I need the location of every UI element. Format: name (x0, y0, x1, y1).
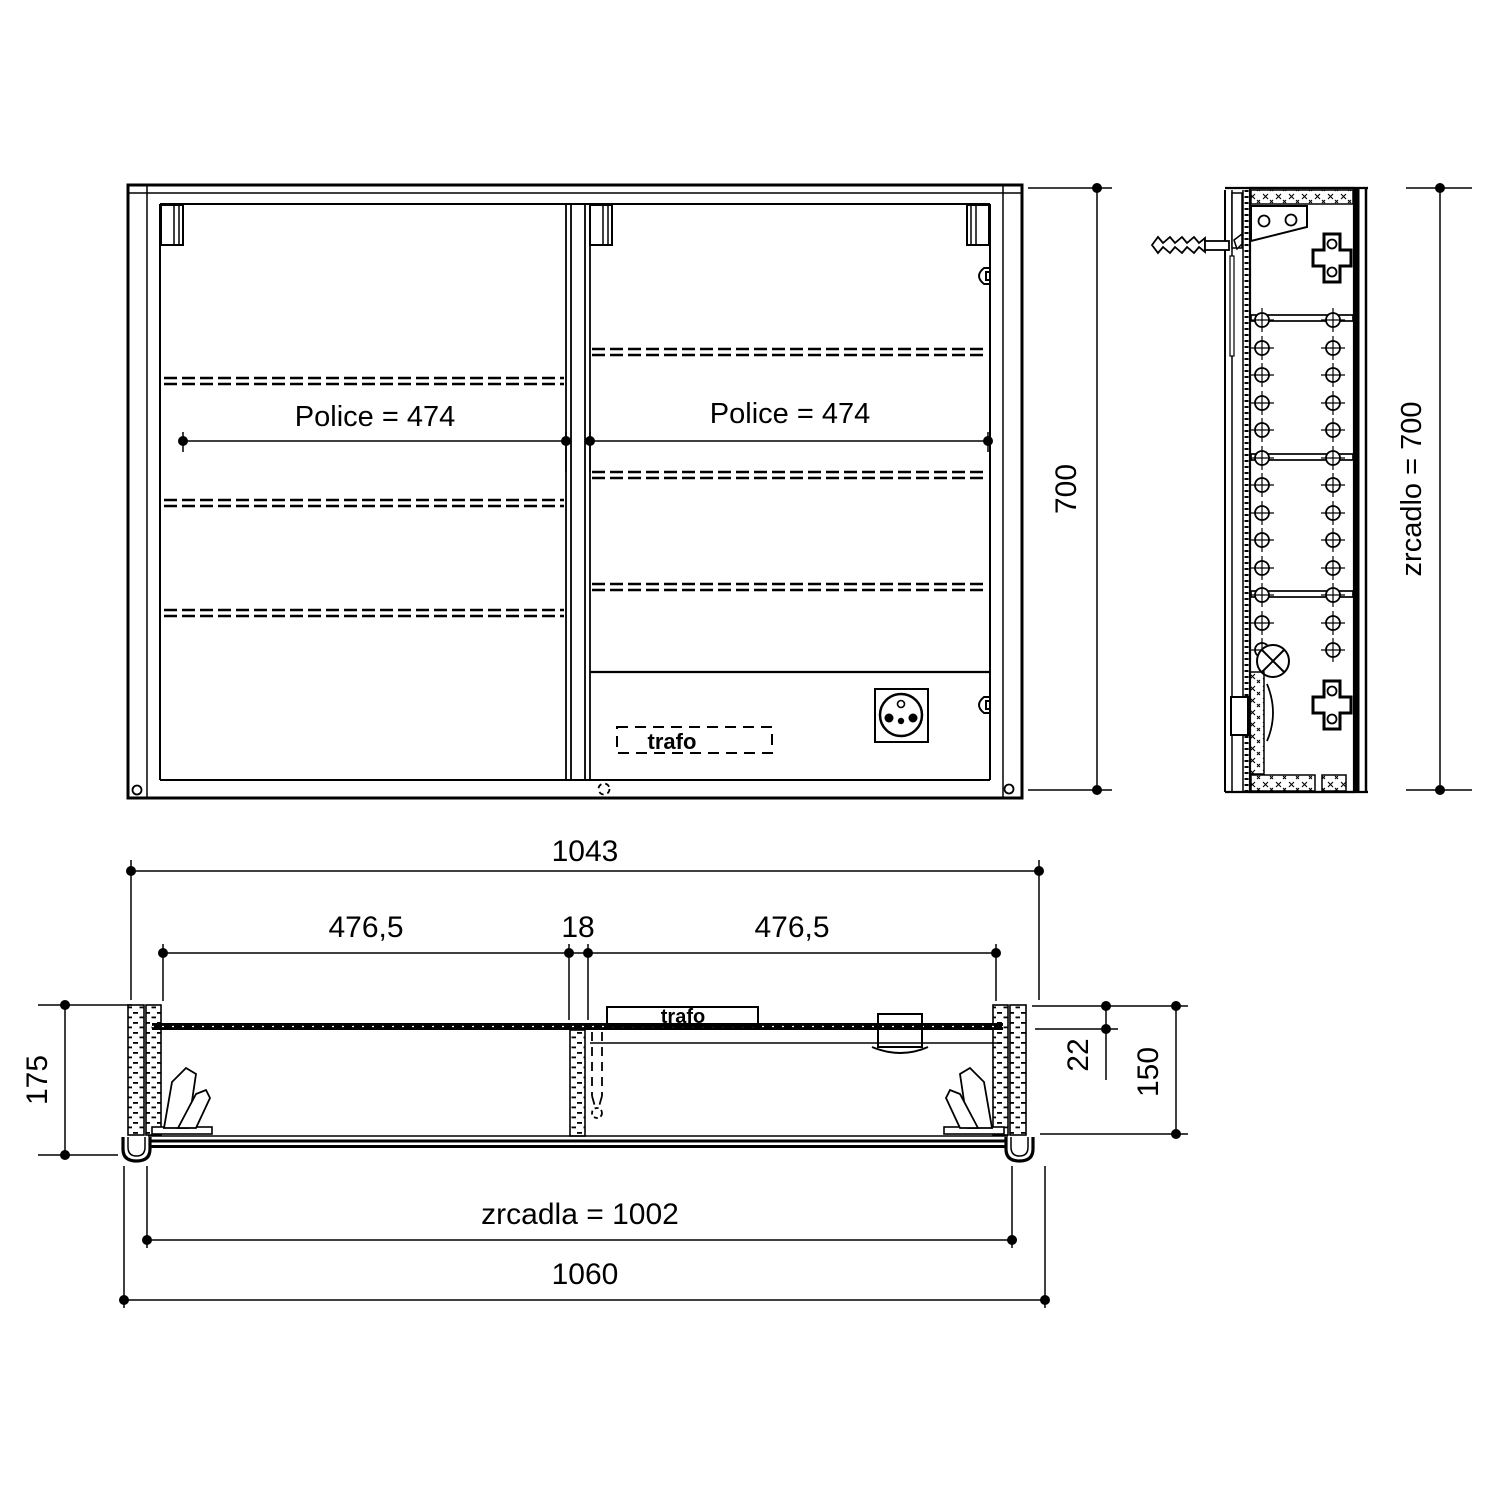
trafo-label-plan: trafo (660, 1006, 706, 1028)
depth-body-label: 150 (1132, 1046, 1165, 1098)
hanging-bracket (967, 205, 989, 245)
depth-total-label: 175 (21, 1054, 54, 1106)
hinge-cup-left (123, 1137, 150, 1161)
hanging-bracket (161, 205, 183, 245)
front-height-label: 700 (1050, 463, 1083, 515)
wall-plug-icon (1152, 237, 1229, 253)
dim-total-width (119, 1166, 1050, 1308)
socket-plan (872, 1014, 928, 1053)
trafo-label-front: trafo (647, 729, 697, 754)
power-socket (875, 689, 928, 742)
foam-strip-bottom (1251, 775, 1315, 791)
dim-door-widths (158, 911, 1001, 1020)
plan-view (21, 835, 1188, 1308)
total-width-label: 1060 (551, 1258, 619, 1291)
back-panel (152, 1023, 1003, 1030)
dim-side-height (1396, 183, 1472, 795)
door-left-width-label: 476,5 (328, 911, 404, 944)
hinge-cup-right (1006, 1137, 1033, 1161)
left-side-wall (128, 1005, 144, 1135)
shelf-width-label-right: Police = 474 (709, 398, 871, 430)
dim-depth-total (21, 1000, 132, 1160)
power-cable (592, 1032, 602, 1118)
gap-width-label: 18 (561, 911, 595, 944)
door-right-width-label: 476,5 (754, 911, 830, 944)
mirror-width-label: zrcadla = 1002 (481, 1198, 679, 1231)
overall-width-label: 1043 (551, 835, 619, 868)
foam-strip-top (1251, 190, 1353, 204)
mirror-height-label: zrcadlo = 700 (1396, 401, 1428, 577)
hanging-bracket (590, 205, 612, 245)
shelf-width-label-left: Police = 474 (294, 401, 456, 433)
dim-front-height (1028, 183, 1112, 795)
dim-mirror-width (142, 1166, 1017, 1248)
side-view (1152, 183, 1472, 795)
back-inset-label: 22 (1062, 1038, 1095, 1072)
front-view (128, 183, 1112, 798)
center-divider-plan (570, 1030, 585, 1136)
